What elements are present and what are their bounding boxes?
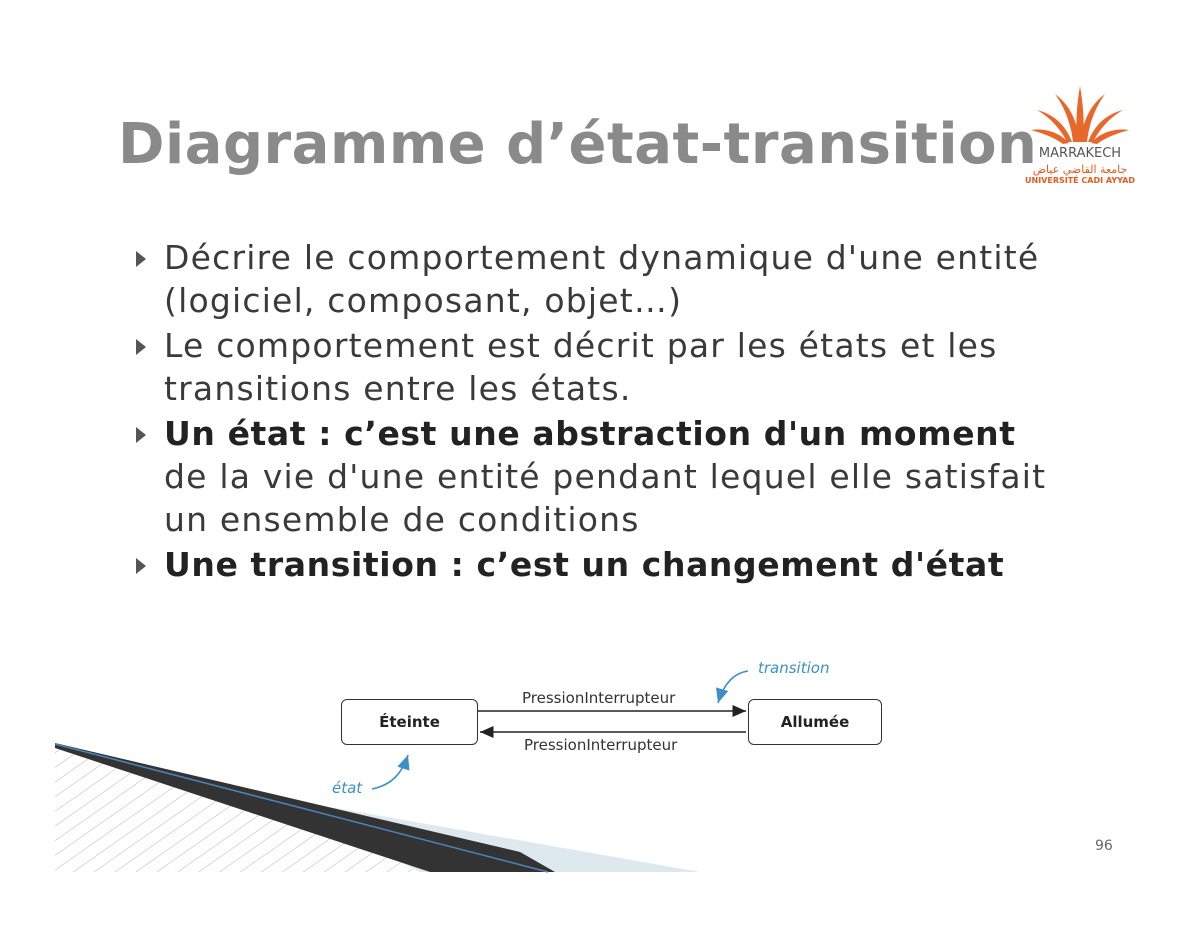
transition-label-top: PressionInterrupteur [522, 689, 676, 707]
bullet-bold-text: Une transition : c’est un changement d'état [164, 545, 1005, 584]
transition-label-bottom: PressionInterrupteur [524, 736, 678, 754]
slide-title: Diagramme d’état-transition [118, 112, 1038, 177]
logo-university-text: UNIVERSITÉ CADI AYYAD [1025, 176, 1135, 185]
state-annotation-arrow [372, 755, 408, 789]
bullet-text: Le comportement est décrit par les états et les transitions entre les états. [164, 326, 998, 408]
state-eteinte: Éteinte [341, 699, 478, 745]
bullet-text: de la vie d'une entité pendant lequel elle satisfait un ensemble de conditions [164, 457, 1047, 539]
logo-arabic-text: جامعة القاضي عياض [1032, 163, 1128, 176]
annotation-etat: état [332, 779, 363, 797]
state-allumee: Allumée [748, 699, 882, 745]
bullet-text: Décrire le comportement dynamique d'une entité (logiciel, composant, objet…) [164, 238, 1040, 320]
transition-annotation-arrow [718, 671, 748, 703]
bullet-bold-text: Un état : c’est une abstraction d'un moment [164, 414, 1016, 453]
page-number: 96 [1095, 838, 1113, 854]
annotation-transition: transition [758, 659, 830, 677]
logo-city-text: MARRAKECH [1038, 146, 1122, 161]
